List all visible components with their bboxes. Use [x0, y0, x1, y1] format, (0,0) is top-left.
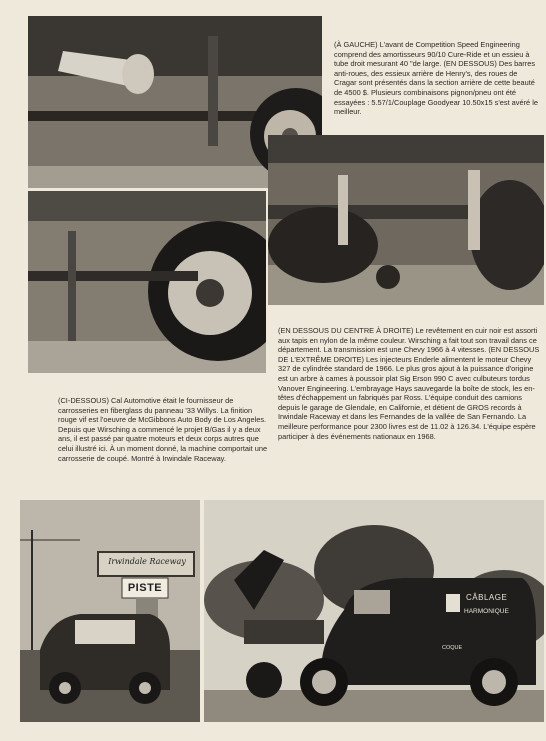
truck-lettering-cablage: CÂBLAGE	[466, 593, 508, 602]
truck-lettering-coque: COQUE	[442, 645, 463, 651]
caption-body: (CI-DESSOUS) Cal Automotive était le fournisseur de carrosseries en fiberglass du panneau '33 Willys. La finition rouge vif est l'oeuvre de McGibbons Auto Body de Los Angeles. Depuis que Wirsching a commencé le projet B/Gas il y a deux ans, il est passé par quatre moteurs et deux corps autres que celui illustré ici. À un moment donné, la machine comportait une carrosserie de coupé. Montré à Irwindale Raceway.	[58, 396, 268, 463]
sign-piste-text: PISTE	[127, 582, 163, 594]
rear-wheel-photo	[28, 191, 266, 373]
truck-lettering-harmonique: HARMONIQUE	[464, 608, 509, 615]
panel-truck-photo	[204, 500, 544, 722]
caption-front-suspension: (À GAUCHE) L'avant de Competition Speed Engineering comprend des amortisseurs 90/10 Cure-Ride et un essieu à tube droit mesurant 40 "de large. (EN DESSOUS) Des barres anti-roues, des essieux arrière de Henry's, des roues de Cragar sont présentés dans la section arrière de cette beauté de 4500 $. Plusieurs combinaisons pignon/pneu ont été essayées : 5.57/1/Couplage Goodyear 10.50x15 s'est avéré le meilleur.	[334, 40, 538, 117]
irwindale-sign-photo	[20, 500, 200, 722]
sign-title: Irwindale Raceway	[108, 557, 186, 566]
rear-section-photo	[268, 135, 544, 305]
caption-interior-engine: (EN DESSOUS DU CENTRE À DROITE) Le revêtement en cuir noir est assorti aux tapis en nylon de la même couleur. Wirsching a fait tout son travail dans ce département. La transmission est une Chevy 1966 à 4 vitesses. (EN DESSOUS DE L'EXTRÊME DROITE) Les injecteurs Enderle alimentent le moteur Chevy 327 de cylindrée standard de 1966. Le plus gros ajout à la puissance d'origine est un arbre à cames à poussoir plat Sig Erson 990 C avec culbuteurs tordus Vanover Engineering. L'embrayage Hays sauvegarde la boîte de stock, les en-têtes d'échappement un fabriqués par Ross. L'équipe conduit des camions depuis le garage de Glendale, en Californie, et détient de GROS records à Irwindale Raceway et dans les Fernandes de la vallée de San Fernando. La meilleure performance pour 2300 livres est de 11.02 à 126.34. L'équipe espère participer à des événements nationaux en 1968.	[278, 326, 540, 441]
